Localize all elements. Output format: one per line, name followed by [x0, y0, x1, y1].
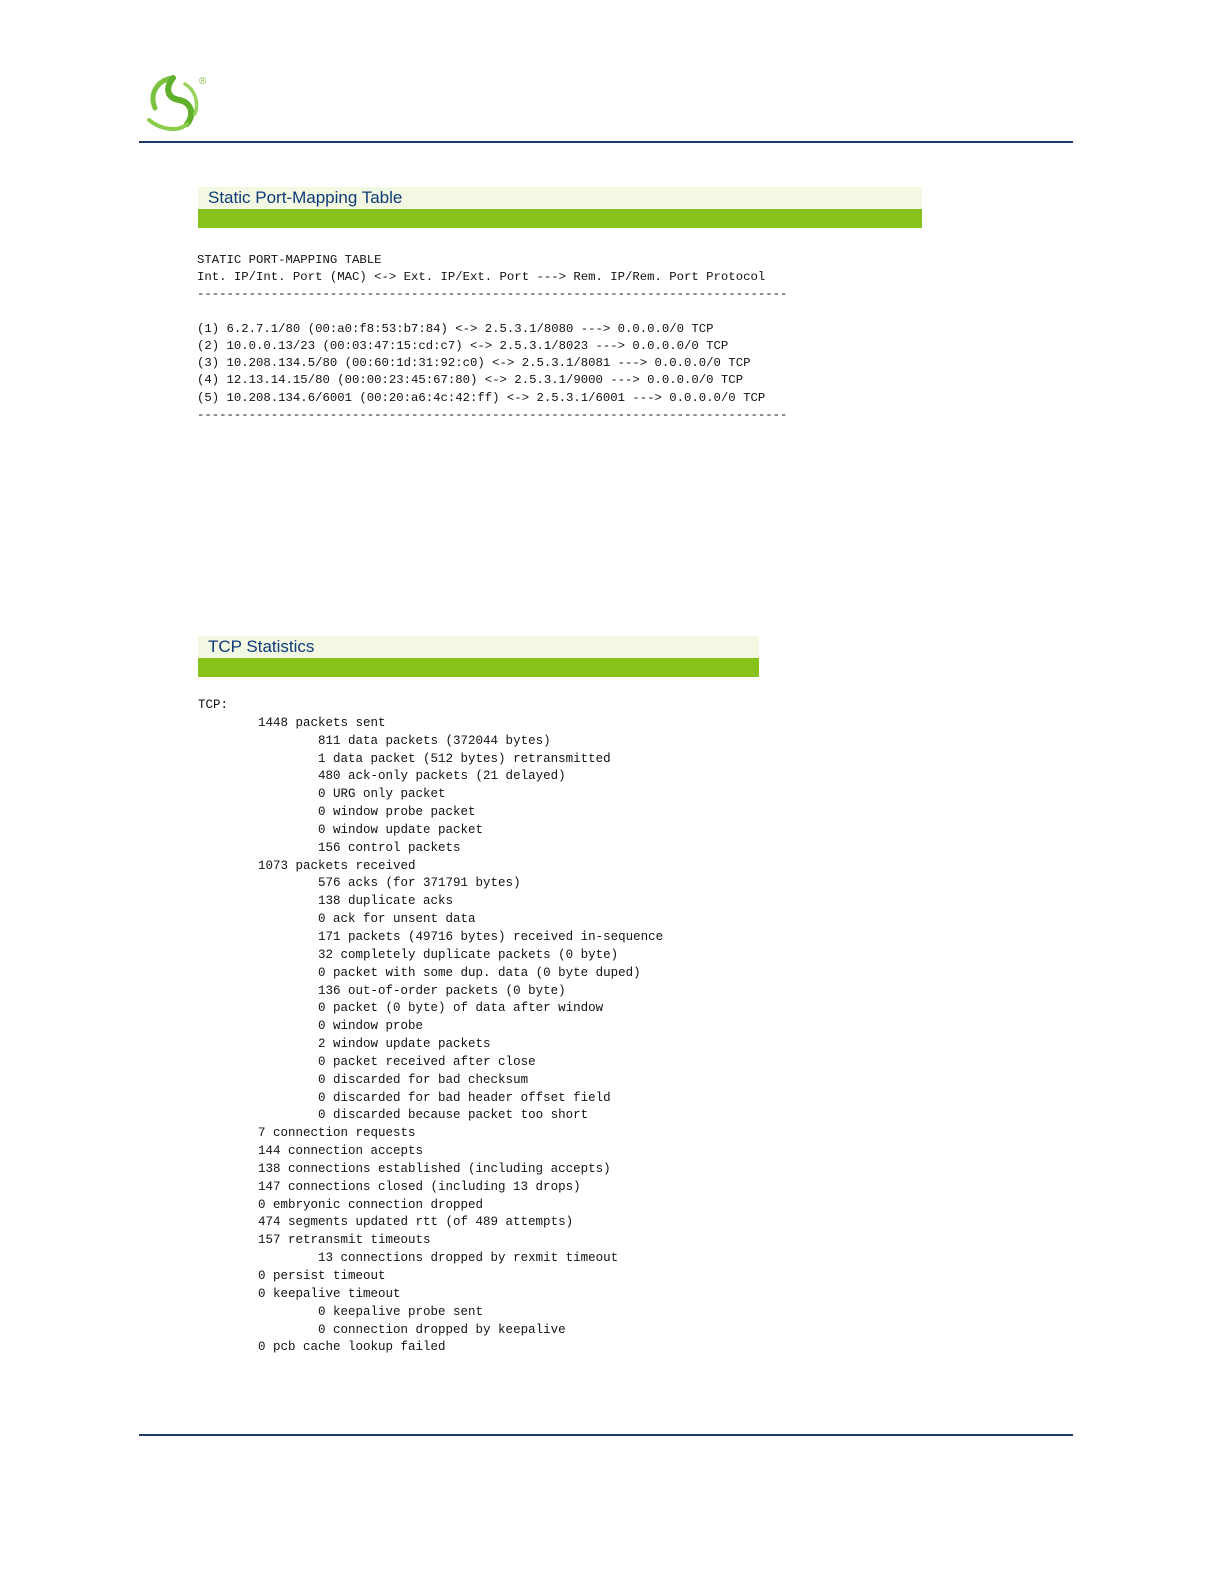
- stat-line: 0 discarded for bad header offset field: [318, 1090, 611, 1105]
- stat-line: 138 duplicate acks: [318, 894, 454, 909]
- stat-line: 0 packet with some dup. data (0 byte duped): [318, 965, 641, 980]
- port-mapping-bar: [198, 209, 922, 228]
- port-mapping-heading: Static Port-Mapping Table: [198, 187, 922, 209]
- stat-line: 0 connection dropped by keepalive: [318, 1322, 566, 1337]
- tcp-stats-bar: [198, 658, 759, 677]
- stat-line: 136 out-of-order packets (0 byte): [318, 983, 566, 998]
- stat-line: 0 discarded because packet too short: [318, 1108, 589, 1123]
- table-row: (2) 10.0.0.13/23 (00:03:47:15:cd:c7) <-> 2.5.3.1/8023 ---> 0.0.0.0/0 TCP: [197, 339, 729, 354]
- stat-line: 32 completely duplicate packets (0 byte): [318, 947, 619, 962]
- tcp-stats-list: [198, 697, 663, 1357]
- tcp-stats-heading: TCP Statistics: [198, 636, 759, 658]
- separator-bottom: --------------------------------------------------------------------------------: [197, 407, 788, 422]
- stat-line: 480 ack-only packets (21 delayed): [318, 769, 566, 784]
- stat-line: 811 data packets (372044 bytes): [318, 733, 551, 748]
- stat-line: 0 keepalive probe sent: [318, 1304, 484, 1319]
- stat-line: 1073 packets received: [258, 858, 416, 873]
- stat-line: 157 retransmit timeouts: [258, 1233, 431, 1248]
- footer-rule: [139, 1434, 1073, 1436]
- stat-line: 0 window update packet: [318, 822, 484, 837]
- stat-line: 0 window probe: [318, 1019, 424, 1034]
- stat-line: 0 pcb cache lookup failed: [258, 1340, 446, 1355]
- table-title: STATIC PORT-MAPPING TABLE: [197, 253, 382, 267]
- stat-line: 156 control packets: [318, 840, 461, 855]
- stat-line: 0 URG only packet: [318, 787, 446, 802]
- stat-line: 576 acks (for 371791 bytes): [318, 876, 521, 891]
- table-row: (3) 10.208.134.5/80 (00:60:1d:31:92:c0) <-> 2.5.3.1/8081 ---> 0.0.0.0/0 TCP: [197, 356, 751, 371]
- stat-line: 0 embryonic connection dropped: [258, 1197, 484, 1212]
- table-row: (4) 12.13.14.15/80 (00:00:23:45:67:80) <-> 2.5.3.1/9000 ---> 0.0.0.0/0 TCP: [197, 373, 744, 388]
- stat-line: 2 window update packets: [318, 1037, 491, 1052]
- port-mapping-table: [197, 252, 787, 424]
- stat-line: 0 window probe packet: [318, 805, 476, 820]
- stat-line: 0 discarded for bad checksum: [318, 1072, 529, 1087]
- stat-line: 147 connections closed (including 13 drops): [258, 1179, 581, 1194]
- stat-line: 0 persist timeout: [258, 1269, 386, 1283]
- columns-header: Int. IP/Int. Port (MAC) <-> Ext. IP/Ext. Port ---> Rem. IP/Rem. Port Protocol: [197, 270, 766, 285]
- stat-line: 0 packet (0 byte) of data after window: [318, 1001, 604, 1016]
- tcp-label: TCP:: [198, 698, 229, 712]
- stat-line: 7 connection requests: [258, 1126, 416, 1141]
- stat-line: 0 ack for unsent data: [318, 912, 476, 927]
- stat-line: 0 packet received after close: [318, 1054, 536, 1069]
- company-logo-icon: [143, 72, 213, 134]
- stat-line: 1448 packets sent: [258, 715, 386, 730]
- separator-top: --------------------------------------------------------------------------------: [197, 287, 788, 302]
- stat-line: 171 packets (49716 bytes) received in-sequence: [318, 929, 664, 944]
- stat-line: 474 segments updated rtt (of 489 attempts): [258, 1215, 574, 1230]
- table-row: (5) 10.208.134.6/6001 (00:20:a6:4c:42:ff) <-> 2.5.3.1/6001 ---> 0.0.0.0/0 TCP: [197, 390, 766, 405]
- stat-line: 144 connection accepts: [258, 1144, 424, 1159]
- stat-line: 1 data packet (512 bytes) retransmitted: [318, 751, 611, 766]
- port-mapping-header: [198, 187, 922, 228]
- registered-mark: ®: [199, 76, 207, 87]
- stat-line: 13 connections dropped by rexmit timeout: [318, 1251, 619, 1266]
- table-row: (1) 6.2.7.1/80 (00:a0:f8:53:b7:84) <-> 2.5.3.1/8080 ---> 0.0.0.0/0 TCP: [197, 321, 714, 336]
- tcp-stats-header: [198, 636, 759, 677]
- stat-line: 138 connections established (including accepts): [258, 1161, 611, 1176]
- stat-line: 0 keepalive timeout: [258, 1286, 401, 1301]
- header-rule: [139, 141, 1073, 143]
